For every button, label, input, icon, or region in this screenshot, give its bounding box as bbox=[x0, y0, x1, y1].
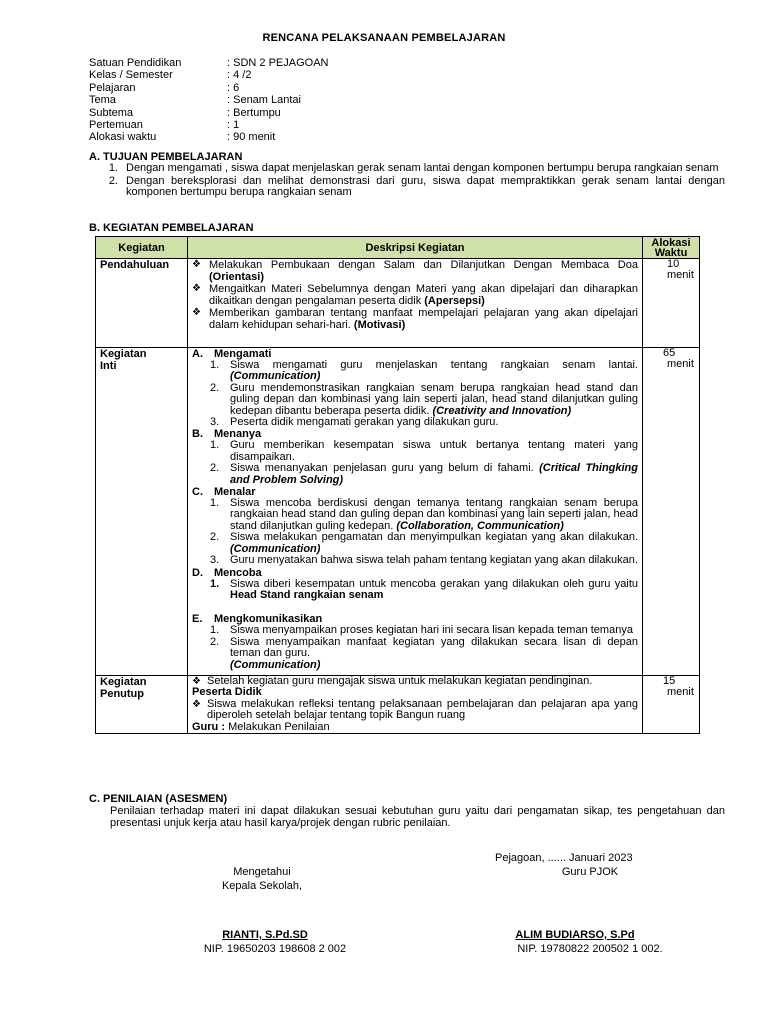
item-number bbox=[192, 660, 230, 671]
item-text: Siswa menanyakan penjelasan guru yang belum di fahami. bbox=[230, 462, 540, 475]
step-item bbox=[192, 637, 638, 660]
item-number: 2. bbox=[108, 174, 118, 187]
cell-time bbox=[643, 348, 700, 676]
identity-value: : 4 /2 bbox=[227, 69, 252, 82]
bullet-text: Melakukan Pembukaan dengan Salam dan Dilanjutkan Dengan Membaca Doa bbox=[209, 259, 638, 271]
right-signatory-role: Guru PJOK bbox=[561, 866, 619, 878]
step-title: Menalar bbox=[214, 486, 256, 499]
section-a-heading: A. TUJUAN PEMBELAJARAN bbox=[89, 151, 243, 163]
item-text: Siswa diberi kesempatan untuk mencoba gerakan yang dilakukan oleh guru yaitu bbox=[230, 577, 638, 590]
item-text: Siswa menyampaikan proses kegiatan hari ini secara lisan kepada teman temanya bbox=[230, 624, 633, 637]
cell-deskripsi bbox=[188, 348, 643, 676]
inti-label: Kegiatan Inti bbox=[100, 348, 147, 372]
item-number: 1. bbox=[210, 439, 220, 452]
step-title: Mengamati bbox=[214, 348, 272, 360]
time-number: 10 bbox=[667, 258, 680, 270]
penutup-label: Kegiatan Penutup bbox=[100, 675, 147, 700]
item-number: 3. bbox=[210, 416, 220, 429]
cell-label bbox=[96, 348, 188, 676]
item-number: 2. bbox=[210, 635, 220, 648]
item-number: 1. bbox=[210, 577, 220, 590]
cell-time bbox=[643, 259, 700, 348]
step-letter: B. bbox=[192, 428, 203, 441]
header-deskripsi: Deskripsi Kegiatan bbox=[188, 237, 643, 259]
right-signatory-nip: NIP. 19780822 200502 1 002. bbox=[517, 943, 663, 955]
item-emphasis: (Communication) bbox=[230, 542, 321, 555]
item-number: 2. bbox=[210, 462, 220, 475]
step-item bbox=[192, 579, 638, 602]
list-item bbox=[96, 176, 725, 199]
diamond-bullet-icon: ❖ bbox=[192, 675, 201, 687]
identity-row bbox=[89, 107, 328, 119]
diamond-bullet-icon: ❖ bbox=[192, 698, 201, 710]
step-item bbox=[192, 360, 638, 383]
diamond-bullet-icon: ❖ bbox=[192, 283, 201, 294]
item-bold: Head Stand rangkaian senam bbox=[230, 588, 384, 601]
step-title: Mencoba bbox=[214, 566, 262, 579]
time-unit: menit bbox=[667, 269, 694, 282]
item-text: Peserta didik mengamati gerakan yang dilakukan guru. bbox=[230, 416, 499, 429]
table-header-row bbox=[96, 237, 700, 259]
left-signatory-line2: Kepala Sekolah, bbox=[221, 880, 303, 892]
identity-value: : Bertumpu bbox=[227, 106, 281, 119]
time-unit: menit bbox=[667, 686, 694, 699]
step-letter: D. bbox=[192, 566, 203, 579]
cell-time bbox=[643, 675, 700, 733]
bullet-text: Memberikan gambaran tentang manfaat mempelajari pelajaran yang akan dipelajari dalam kehidupan sehari-hari. bbox=[209, 307, 638, 331]
bullet-item bbox=[192, 307, 638, 331]
guru-line bbox=[192, 722, 638, 733]
bullet-bold: (Apersepsi) bbox=[424, 295, 485, 307]
bullet-item bbox=[192, 699, 638, 722]
identity-value: : SDN 2 PEJAGOAN bbox=[227, 57, 329, 69]
guru-text: Melakukan Penilaian bbox=[228, 720, 330, 733]
cell-label bbox=[96, 675, 188, 733]
identity-value: : 90 menit bbox=[227, 131, 276, 144]
identity-row bbox=[89, 94, 328, 106]
item-number: 1. bbox=[108, 162, 118, 174]
time-number: 65 bbox=[663, 347, 676, 359]
place-date: Pejagoan, ...... Januari 2023 bbox=[495, 852, 633, 864]
penilaian-text: Penilaian terhadap materi ini dapat dilakukan sesuai kebutuhan guru yaitu dari pengamatan sikap, tes pengetahuan dan presentasi unjuk kerja atau hasil karya/projek dengan rubric penilaian. bbox=[110, 805, 725, 830]
diamond-bullet-icon: ❖ bbox=[192, 259, 201, 270]
item-text: Guru memberikan kesempatan siswa untuk bertanya tentang materi yang disampaikan. bbox=[230, 439, 638, 463]
identity-key: Kelas / Semester bbox=[89, 69, 173, 82]
item-text: Guru mendemonstrasikan rangkaian senam berupa rangkaian head stand dan guling depan dan kombinasi yang lain seperti jalan, head stand dilanjutkan guling kedepan dibantu beberapa peserta didik. bbox=[230, 381, 638, 417]
step-title: Menanya bbox=[214, 428, 262, 441]
step-item bbox=[192, 555, 638, 566]
step-letter: C. bbox=[192, 486, 203, 499]
identity-row bbox=[89, 119, 328, 131]
item-text: Guru menyatakan bahwa siswa telah paham tentang kegiatan yang akan dilakukan. bbox=[230, 554, 638, 567]
step-letter: A. bbox=[192, 348, 203, 360]
section-b-heading: B. KEGIATAN PEMBELAJARAN bbox=[89, 222, 254, 234]
identity-value: : 1 bbox=[227, 119, 240, 132]
identity-row bbox=[89, 57, 328, 69]
section-c-heading: C. PENILAIAN (ASESMEN) bbox=[89, 793, 228, 805]
item-number: 3. bbox=[210, 554, 220, 567]
identity-key: Pertemuan bbox=[89, 119, 143, 132]
identity-value: : 6 bbox=[227, 81, 240, 94]
item-number: 1. bbox=[210, 359, 220, 371]
time-number: 15 bbox=[663, 674, 676, 687]
left-signatory-name: RIANTI, S.Pd.SD bbox=[222, 929, 308, 941]
step-letter: E. bbox=[192, 613, 203, 626]
left-signatory-line1: Mengetahui bbox=[233, 866, 291, 878]
item-emphasis: (Communication) bbox=[230, 370, 321, 383]
bullet-text: Siswa melakukan refleksi tentang pelaksanaan pembelajaran dan pelajaran apa yang diperoleh setelah belajar tentang topik Bangun ruang bbox=[207, 697, 638, 722]
item-number: 1. bbox=[210, 624, 220, 637]
item-emphasis: (Collaboration, Communication) bbox=[396, 519, 564, 532]
step-item bbox=[192, 660, 638, 671]
step-item bbox=[192, 532, 638, 555]
header-kegiatan: Kegiatan bbox=[96, 237, 188, 259]
item-text: Siswa mencoba berdiskusi dengan temanya tentang rangkaian senam berupa rangkaian head stand dan guling depan dan kombinasi yang lain seperti jalan, head stand dilanjutkan guling kedepan. bbox=[230, 497, 638, 532]
item-emphasis: (Critical Thingking and Problem Solving) bbox=[230, 462, 638, 486]
bullet-text: Setelah kegiatan guru mengajak siswa untuk melakukan kegiatan pendinginan. bbox=[207, 674, 593, 687]
item-emphasis: (Communication) bbox=[230, 658, 321, 671]
bullet-bold: (Motivasi) bbox=[353, 319, 406, 331]
bullet-bold: (Orientasi) bbox=[209, 271, 265, 283]
step-item bbox=[192, 463, 638, 486]
item-number: 2. bbox=[210, 531, 220, 544]
tujuan-list bbox=[96, 163, 725, 199]
item-text: Dengan mengamati , siswa dapat menjelaskan gerak senam lantai dengan komponen bertumpu berupa rangkaian senam bbox=[126, 162, 719, 174]
step-item bbox=[192, 440, 638, 463]
cell-deskripsi bbox=[188, 259, 643, 348]
item-emphasis: (Creativity and Innovation) bbox=[432, 404, 572, 417]
time-unit: menit bbox=[667, 358, 694, 371]
diamond-bullet-icon: ❖ bbox=[192, 307, 201, 318]
list-item bbox=[96, 163, 725, 175]
identity-key: Pelajaran bbox=[89, 81, 136, 94]
identity-block bbox=[89, 57, 328, 144]
item-number: 2. bbox=[210, 381, 220, 394]
item-text: Siswa menyampaikan manfaat kegiatan yang dilakukan secara lisan di depan teman dan guru. bbox=[230, 635, 638, 660]
bullet-item bbox=[192, 259, 638, 283]
item-text: Dengan bereksplorasi dan melihat demonstrasi dari guru, siswa dapat mempraktikkan gerak senam lantai dengan komponen bertumpu berupa rangkaian senam bbox=[126, 174, 725, 199]
identity-key: Tema bbox=[89, 94, 116, 107]
step-item bbox=[192, 625, 638, 636]
bullet-item bbox=[192, 283, 638, 307]
identity-key: Alokasi waktu bbox=[89, 131, 157, 144]
item-text: Siswa mengamati guru menjelaskan tentang rangkaian senam lantai. bbox=[230, 359, 638, 371]
cell-deskripsi bbox=[188, 675, 643, 733]
step-item bbox=[192, 383, 638, 417]
identity-key: Subtema bbox=[89, 106, 134, 119]
step-item bbox=[192, 417, 638, 428]
table-row-penutup bbox=[96, 675, 700, 733]
right-signatory-name: ALIM BUDIARSO, S.Pd bbox=[515, 929, 635, 941]
identity-key: Satuan Pendidikan bbox=[89, 57, 182, 69]
identity-row bbox=[89, 131, 328, 143]
document-title: RENCANA PELAKSANAAN PEMBELAJARAN bbox=[262, 32, 506, 44]
guru-label: Guru : bbox=[192, 720, 229, 733]
table-row-inti bbox=[96, 348, 700, 676]
identity-value: : Senam Lantai bbox=[227, 94, 301, 107]
identity-row bbox=[89, 82, 328, 94]
step-title: Mengkomunikasikan bbox=[214, 613, 323, 626]
step-item bbox=[192, 498, 638, 532]
table-row-pendahuluan bbox=[96, 259, 700, 348]
peserta-didik-label: Peserta Didik bbox=[192, 686, 262, 699]
header-alokasi: Alokasi Waktu bbox=[643, 237, 700, 259]
item-text: Siswa melakukan pengamatan dan menyimpulkan kegiatan yang akan dilakukan. bbox=[230, 531, 638, 544]
kegiatan-table bbox=[95, 236, 700, 734]
identity-row bbox=[89, 69, 328, 81]
item-number: 1. bbox=[210, 497, 220, 510]
cell-label: Pendahuluan bbox=[96, 259, 188, 348]
left-signatory-nip: NIP. 19650203 198608 2 002 bbox=[203, 943, 347, 955]
bullet-text: Mengaitkan Materi Sebelumnya dengan Materi yang akan dipelajari dan diharapkan dikaitkan dengan pengalaman peserta didik bbox=[209, 283, 638, 307]
